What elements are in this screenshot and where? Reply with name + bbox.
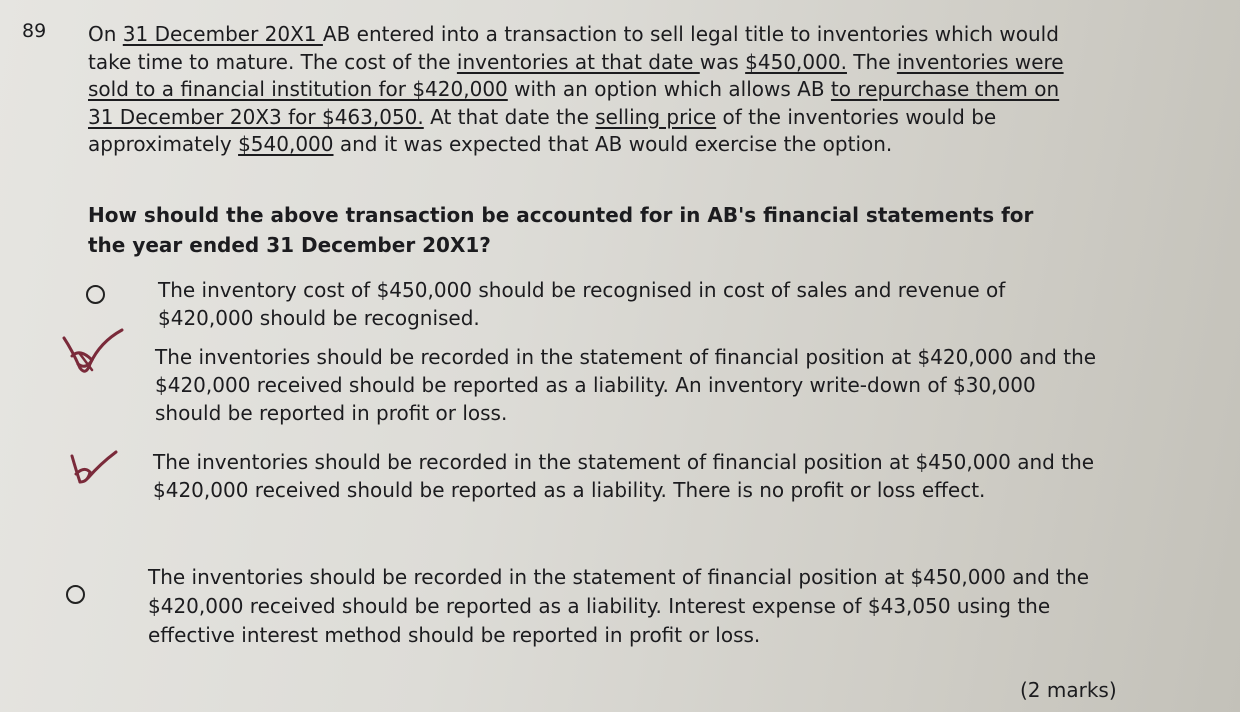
handwritten-tick-icon: [58, 326, 128, 382]
stem-text: At that date the: [423, 104, 596, 129]
option-a-text[interactable]: The inventory cost of $450,000 should be recognised in cost of sales and revenue of $420,000 should be recognised.: [158, 278, 1006, 330]
stem-underline: 31 December 20X1: [122, 22, 323, 46]
question-stem: [88, 21, 1088, 159]
stem-underline: $450,000.: [745, 49, 847, 74]
option-a-radio[interactable]: [86, 285, 105, 304]
stem-text: On: [88, 22, 123, 46]
question-number: 89: [22, 20, 47, 42]
option-b-text[interactable]: The inventories should be recorded in the statement of financial position at $420,000 and the $420,000 received should be reported as a liability. An inventory write-down of $30,000 should be reported in profit or loss.: [155, 345, 1097, 425]
option-d-text[interactable]: The inventories should be recorded in the statement of financial position at $450,000 and the $420,000 received should be reported as a liability. Interest expense of $43,050 using the effective interest method should be reported in profit or loss.: [148, 565, 1090, 647]
stem-underline: to repurchase them on 31 December 20X3 for $463,050.: [88, 77, 1060, 129]
option-c-text[interactable]: The inventories should be recorded in the statement of financial position at $450,000 and the $420,000 received should be reported as a liability. There is no profit or loss effect.: [153, 450, 1095, 502]
stem-text: and it was expected that AB would exercise the option.: [333, 132, 893, 156]
stem-text: with an option which allows AB: [507, 77, 831, 101]
stem-text: AB entered into a transaction to sell legal title to inventories which would take time to mature. The cost of the: [88, 22, 1059, 74]
question-prompt: How should the above transaction be accounted for in AB's financial statements for the year ended 31 December 20X1?: [88, 203, 1034, 257]
stem-underline: $540,000: [238, 132, 334, 156]
stem-underline: inventories at that date: [456, 49, 700, 74]
marks-label: (2 marks): [1020, 678, 1117, 702]
handwritten-tick-icon: [66, 450, 126, 490]
stem-text: The: [846, 49, 897, 74]
stem-text: of the inventories would be approximately: [88, 104, 997, 156]
stem-text: was: [699, 49, 746, 74]
stem-underline: inventories were sold to a financial institution for $420,000: [88, 49, 1064, 101]
option-d-radio[interactable]: [66, 585, 85, 604]
stem-underline: selling price: [595, 104, 717, 129]
